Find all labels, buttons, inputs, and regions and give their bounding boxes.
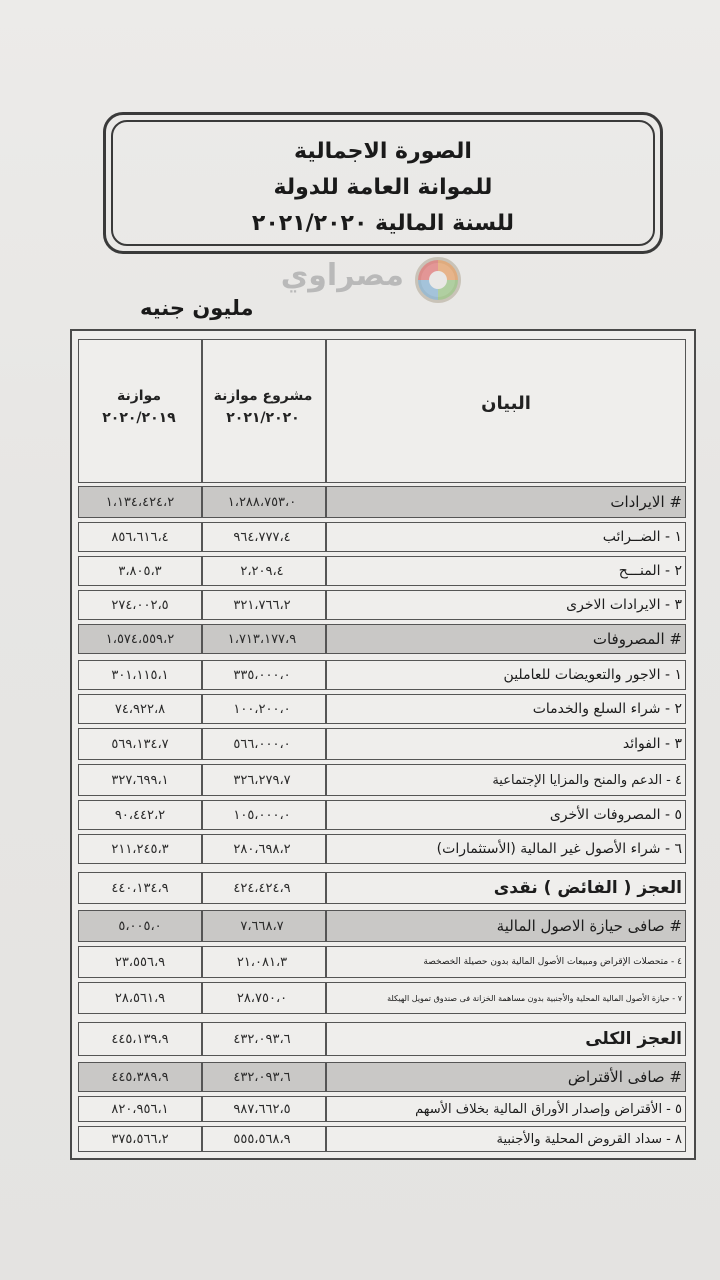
table-row [72,1060,694,1094]
unit-label: مليون جنيه [140,296,254,320]
row-budget-value: ٢٣،٥٥٦،٩ [114,954,166,970]
table-row [72,1020,694,1058]
row-label: ٧ - حيازة الأصول المالية المحلية والأجنبية بدون مساهمة الخزانة فى صندوق تمويل الهيكلة [387,993,682,1003]
watermark [270,254,470,304]
table-row [72,870,694,906]
title-line-2: للموانة العامة للدولة [273,175,493,200]
row-project-value: ٤٣٢،٠٩٣،٦ [233,1031,291,1047]
header-budget: موازنة ٢٠٢٠/٢٠١٩ [102,388,176,426]
row-project-value: ٥٥٥،٥٦٨،٩ [233,1131,291,1147]
row-budget-value: ٨٢٠،٩٥٦،١ [111,1101,169,1117]
row-label: ٣ - الايرادات الاخرى [566,597,682,613]
table-row [72,520,694,554]
row-project-value: ٢١،٠٨١،٣ [236,954,288,970]
table-row [72,762,694,798]
table-row [72,908,694,944]
table-row [72,798,694,832]
row-label: ١ - الضــرائب [602,529,682,545]
row-budget-value: ٥،٠٠٥،٠ [118,918,162,934]
table-row [72,832,694,866]
table-row [72,980,694,1016]
title-line-1: الصورة الاجمالية [294,139,472,164]
table-row [72,588,694,622]
row-label: ٥ - المصروفات الأخرى [549,807,682,823]
row-budget-value: ٧٤،٩٢٢،٨ [114,701,166,717]
row-budget-value: ٥٦٩،١٣٤،٧ [111,736,169,752]
title-box [103,112,663,254]
table-row [72,944,694,980]
row-budget-value: ٣٠١،١١٥،١ [111,667,169,683]
table-row [72,484,694,520]
row-project-value: ٤٣٢،٠٩٣،٦ [233,1069,291,1085]
row-label: ٨ - سداد القروض المحلية والأجنبية [496,1131,682,1147]
row-label: ٤ - الدعم والمنح والمزايا الإجتماعية [492,772,682,788]
row-budget-value: ٣،٨٠٥،٣ [118,563,162,579]
row-budget-value: ١،١٣٤،٤٢٤،٢ [105,494,175,510]
table-row [72,726,694,762]
table-row [72,692,694,726]
row-budget-value: ٨٥٦،٦١٦،٤ [111,529,169,545]
table-row [72,554,694,588]
row-label: ٦ - شراء الأصول غير المالية (الأستثمارات) [436,841,682,857]
budget-table [70,329,696,1160]
row-budget-value: ٢١١،٢٤٥،٣ [111,841,169,857]
table-row [72,1094,694,1124]
row-label: ٢ - شراء السلع والخدمات [532,701,682,717]
row-project-value: ١،٧١٣،١٧٧،٩ [227,631,297,647]
row-budget-value: ٤٤٥،٣٨٩،٩ [111,1069,169,1085]
row-project-value: ١٠٥،٠٠٠،٠ [233,807,291,823]
row-budget-value: ٢٧٤،٠٠٢،٥ [111,597,169,613]
row-label: ٤ - متحصلات الإقراض ومبيعات الأصول المالية بدون حصيلة الخصخصة [423,957,682,967]
table-row [72,622,694,656]
row-project-value: ٥٦٦،٠٠٠،٠ [233,736,291,752]
row-label: # صافى حيازة الاصول المالية [496,917,682,935]
row-budget-value: ١،٥٧٤،٥٥٩،٢ [105,631,175,647]
row-label: العجز ( الفائض ) نقدى [493,878,682,898]
table-row [72,1124,694,1154]
row-label: # المصروفات [592,630,682,648]
row-project-value: ١٠٠،٢٠٠،٠ [233,701,291,717]
row-project-value: ١،٢٨٨،٧٥٣،٠ [227,494,297,510]
row-budget-value: ٣٧٥،٥٦٦،٢ [111,1131,169,1147]
row-project-value: ٣٣٥،٠٠٠،٠ [233,667,291,683]
row-project-value: ٢،٢٠٩،٤ [240,563,284,579]
row-budget-value: ٤٤٠،١٣٤،٩ [111,880,169,896]
row-label: ٥ - الأقتراض وإصدار الأوراق المالية بخلاف الأسهم [415,1101,682,1117]
row-project-value: ٣٢١،٧٦٦،٢ [233,597,291,613]
row-label: # الايرادات [610,493,682,511]
row-project-value: ٩٨٧،٦٦٢،٥ [233,1101,291,1117]
row-label: # صافى الأقتراض [567,1068,682,1086]
watermark-logo-icon [414,256,462,304]
row-label: ٢ - المنـــح [618,563,682,579]
row-project-value: ٢٨٠،٦٩٨،٢ [233,841,291,857]
header-label: البيان [481,393,531,414]
row-project-value: ٢٨،٧٥٠،٠ [236,990,288,1006]
row-budget-value: ٩٠،٤٤٢،٢ [114,807,166,823]
table-row [72,658,694,692]
title-line-3: للسنة المالية ٢٠٢١/٢٠٢٠ [251,211,515,236]
row-budget-value: ٢٨،٥٦١،٩ [114,990,166,1006]
row-label: العجز الكلى [585,1029,682,1049]
row-budget-value: ٣٢٧،٦٩٩،١ [111,772,169,788]
header-project: مشروع موازنة ٢٠٢١/٢٠٢٠ [213,388,313,426]
row-project-value: ٣٢٦،٢٧٩،٧ [233,772,291,788]
row-project-value: ٧،٦٦٨،٧ [240,918,284,934]
watermark-text: مصراوي [280,258,404,293]
row-budget-value: ٤٤٥،١٣٩،٩ [111,1031,169,1047]
row-project-value: ٤٢٤،٤٢٤،٩ [233,880,291,896]
row-label: ٣ - الفوائد [622,736,682,752]
row-project-value: ٩٦٤،٧٧٧،٤ [233,529,291,545]
row-label: ١ - الاجور والتعويضات للعاملين [503,667,682,683]
